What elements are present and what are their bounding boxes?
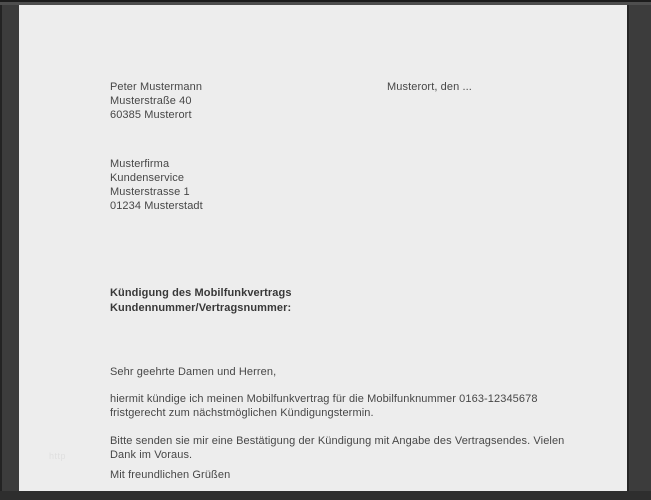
sender-address	[110, 80, 202, 122]
paragraph1-line-1: hiermit kündige ich meinen Mobilfunkvertrag für die Mobilfunknummer 0163-12345678	[110, 393, 538, 405]
body-paragraph-1	[110, 392, 538, 420]
sender-name: Peter Mustermann	[110, 81, 203, 93]
letter-page	[19, 5, 627, 491]
paragraph1-line-2: fristgerecht zum nächstmöglichen Kündigungstermin.	[110, 407, 374, 419]
scan-border-top	[0, 0, 651, 5]
subject-heading	[110, 286, 292, 316]
scan-border-left	[0, 0, 19, 500]
recipient-city: 01234 Musterstadt	[110, 200, 203, 212]
paragraph2-line-2: Dank im Voraus.	[110, 449, 193, 461]
sender-street: Musterstraße 40	[110, 95, 192, 107]
recipient-company: Musterfirma	[110, 158, 170, 170]
date-line: Musterort, den ...	[387, 81, 472, 93]
watermark: http	[49, 451, 67, 461]
recipient-street: Musterstrasse 1	[110, 186, 190, 198]
recipient-address	[110, 157, 203, 213]
greeting: Sehr geehrte Damen und Herren,	[110, 366, 277, 378]
scan-border-bottom	[0, 491, 651, 500]
subject-line-1: Kündigung des Mobilfunkvertrags	[110, 287, 292, 299]
subject-line-2: Kundennummer/Vertragsnummer:	[110, 302, 292, 314]
scan-border-right	[627, 0, 651, 500]
paragraph2-line-1: Bitte senden sie mir eine Bestätigung der Kündigung mit Angabe des Vertragsendes. Vielen	[110, 435, 565, 447]
body-paragraph-2	[110, 434, 564, 462]
sender-city: 60385 Musterort	[110, 109, 192, 121]
recipient-department: Kundenservice	[110, 172, 185, 184]
closing: Mit freundlichen Grüßen	[110, 469, 231, 481]
